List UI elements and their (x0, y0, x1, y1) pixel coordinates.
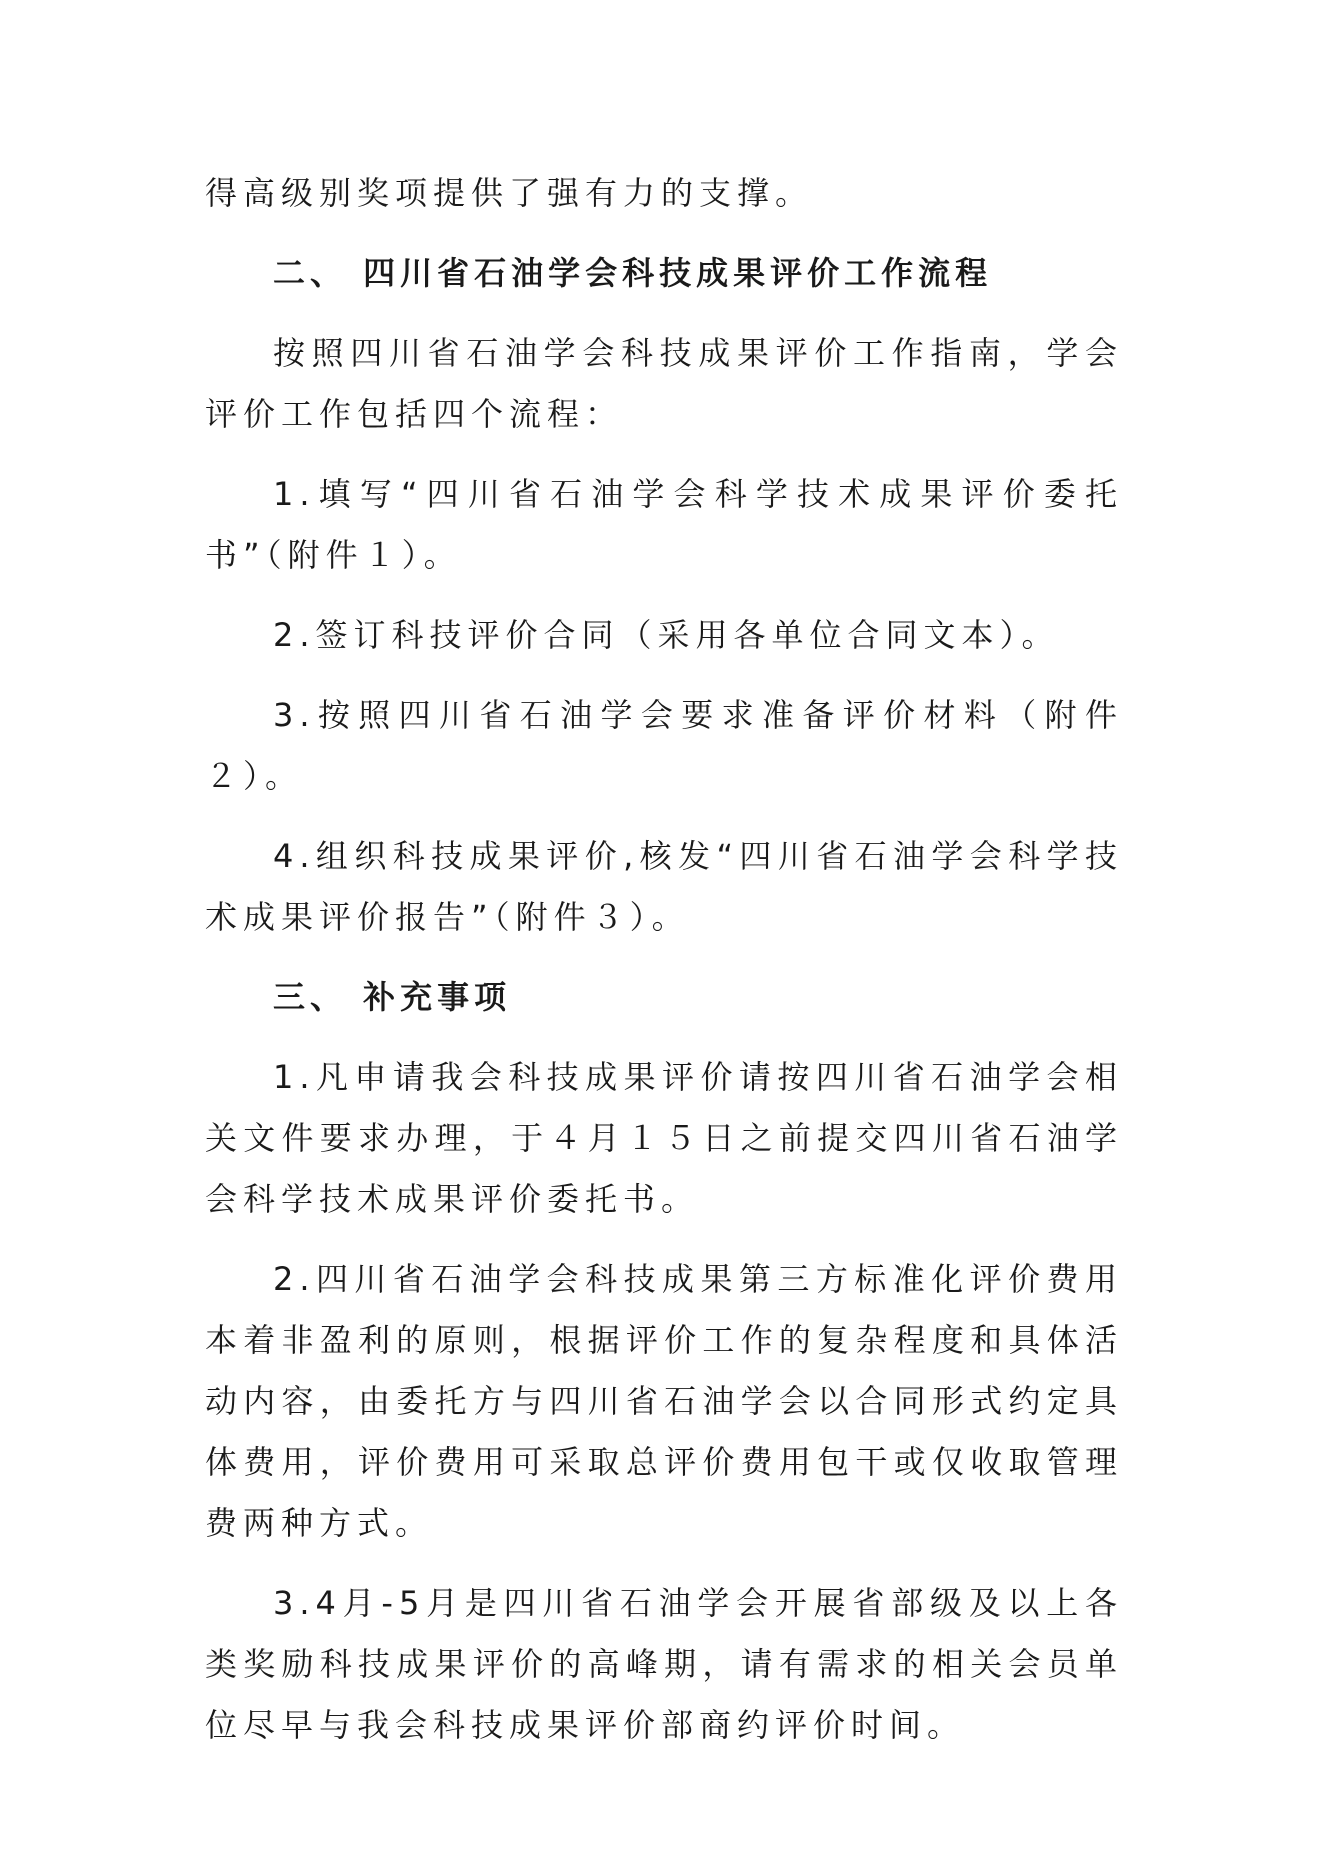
section-2-item-1: 1.填写“四川省石油学会科学技术成果评价委托书”（附件１）。 (205, 475, 1123, 574)
section-2-intro: 按照四川省石油学会科技成果评价工作指南，学会评价工作包括四个流程： (205, 334, 1123, 433)
document-body (205, 163, 1123, 1756)
section-3-item-2: 2.四川省石油学会科技成果第三方标准化评价费用本着非盈利的原则，根据评价工作的复杂程度和具体活动内容，由委托方与四川省石油学会以合同形式约定具体费用，评价费用可采取总评价费用包干或仅收取管理费两种方式。 (205, 1260, 1123, 1542)
continuation-paragraph: 得高级别奖项提供了强有力的支撑。 (205, 174, 814, 212)
section-2-heading: 二、 四川省石油学会科技成果评价工作流程 (273, 254, 993, 292)
section-2-item-3: 3.按照四川省石油学会要求准备评价材料（附件２）。 (205, 696, 1123, 795)
section-3-heading: 三、 补充事项 (273, 978, 512, 1016)
section-2-item-4: 4.组织科技成果评价,核发“四川省石油学会科学技术成果评价报告”（附件３）。 (205, 837, 1123, 936)
section-3-item-1: 1.凡申请我会科技成果评价请按四川省石油学会相关文件要求办理，于４月１５日之前提交四川省石油学会科学技术成果评价委托书。 (205, 1058, 1123, 1218)
section-3-item-3: 3.4月-5月是四川省石油学会开展省部级及以上各类奖励科技成果评价的高峰期，请有需求的相关会员单位尽早与我会科技成果评价部商约评价时间。 (205, 1584, 1123, 1744)
section-2-item-2: 2.签订科技评价合同（采用各单位合同文本）。 (273, 616, 1060, 654)
